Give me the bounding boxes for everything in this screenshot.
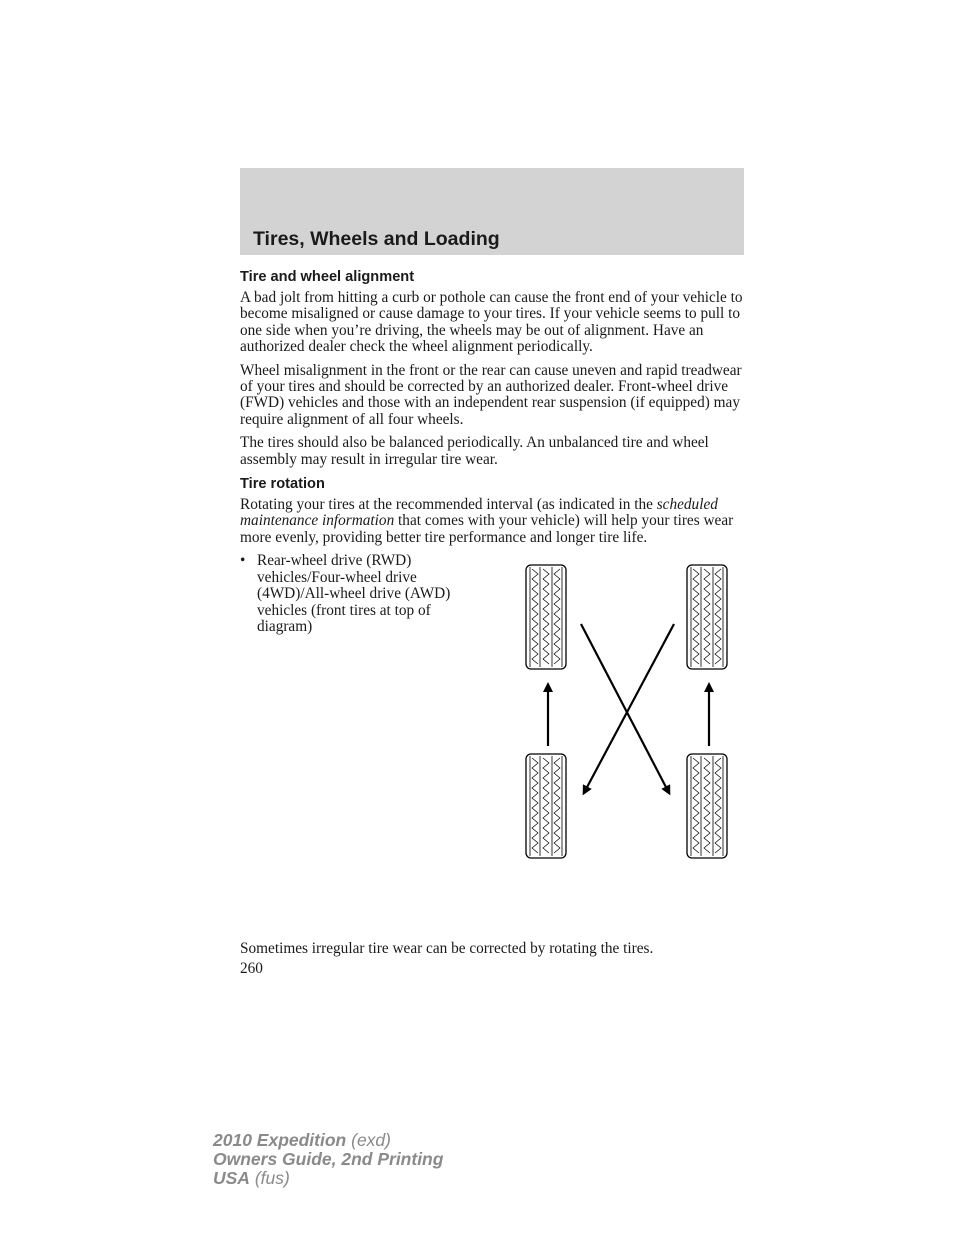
document-footer: [213, 1131, 443, 1188]
header-band: [240, 168, 744, 255]
intro-text-end: that comes with your vehicle) will help your tires wear more evenly, providing better tire performance and longer tire life.: [240, 512, 734, 546]
main-content: [240, 268, 744, 883]
paragraph: The tires should also be balanced periodically. An unbalanced tire and wheel assembly may result in irregular tire wear.: [240, 434, 709, 468]
footer-market-code: (fus): [249, 1168, 290, 1188]
chapter-title: Tires, Wheels and Loading: [253, 228, 500, 250]
rotation-bullet-row: [240, 553, 744, 883]
bullet-text: Rear-wheel drive (RWD) vehicles/Four-wheel drive (4WD)/All-wheel drive (AWD) vehicles (front tires at top of diagram): [257, 552, 451, 635]
intro-text: Rotating your tires at the recommended interval (as indicated in the: [240, 496, 657, 514]
tire-rear-right: [687, 754, 727, 858]
maintenance-info-reference: scheduled maintenance information: [240, 496, 718, 530]
arrow-front-left-to-rear-right: [581, 624, 668, 791]
bullet-item: [240, 553, 470, 635]
bullet-icon: •: [240, 552, 246, 570]
tire-rear-left: [526, 754, 566, 858]
tire-front-right: [687, 565, 727, 669]
footer-line-3: [213, 1169, 443, 1188]
page-number: 260: [240, 960, 263, 977]
section-heading-alignment: Tire and wheel alignment: [240, 269, 415, 285]
paragraph: A bad jolt from hitting a curb or pothole can cause the front end of your vehicle to become misaligned or cause damage to your tires. If your vehicle seems to pull to one side when you’re driving, the wheels may be out of alignment. Have an authorized dealer check the wheel alignment periodically.: [240, 289, 743, 356]
arrow-front-right-to-rear-left: [585, 624, 674, 791]
footer-line-1: [213, 1131, 443, 1150]
tire-front-left: [526, 565, 566, 669]
section-heading-rotation: Tire rotation: [240, 476, 325, 493]
closing-sentence: Sometimes irregular tire wear can be corrected by rotating the tires.: [240, 940, 654, 957]
footer-line-2: Owners Guide, 2nd Printing: [213, 1149, 444, 1169]
tire-rotation-diagram: [520, 563, 740, 873]
footer-market: USA: [213, 1168, 250, 1188]
footer-model: 2010 Expedition: [213, 1130, 347, 1150]
footer-model-code: (exd): [346, 1130, 391, 1150]
paragraph: Wheel misalignment in the front or the rear can cause uneven and rapid treadwear of your tires and should be corrected by an authorized dealer. Front-wheel drive (FWD) vehicles and those with an independent rear suspension (if equipped) may require alignment of all four wheels.: [240, 361, 742, 428]
rotation-intro: [240, 497, 744, 546]
